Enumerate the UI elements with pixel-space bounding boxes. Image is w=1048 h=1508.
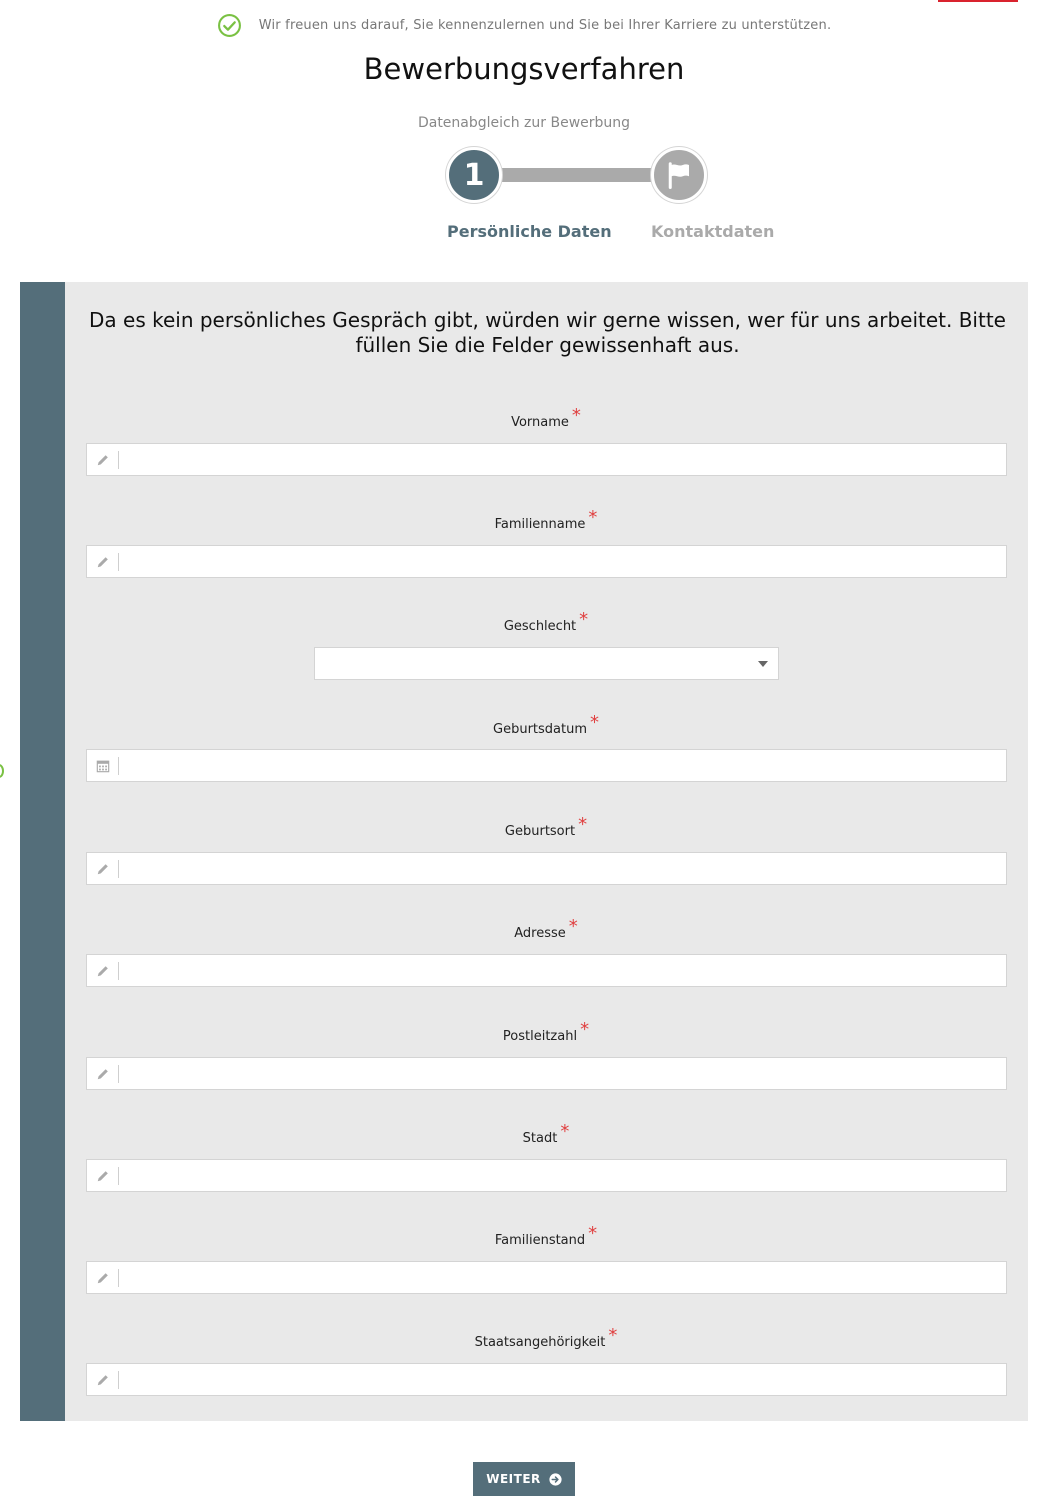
stepper-progress-bar — [495, 168, 660, 182]
adresse-label: Adresse * — [514, 916, 578, 941]
geschlecht-select[interactable] — [314, 647, 779, 680]
welcome-text: Wir freuen uns darauf, Sie kennenzulernen und Sie bei Ihrer Karriere zu unterstützen. — [258, 17, 832, 33]
step-1-label: Persönliche Daten — [447, 222, 612, 241]
page-title: Bewerbungsverfahren — [363, 52, 685, 86]
pencil-icon — [96, 453, 110, 467]
next-button-label: WEITER — [486, 1472, 541, 1486]
stadt-input[interactable] — [86, 1159, 1007, 1192]
application-form — [20, 282, 1028, 1421]
adresse-input[interactable] — [86, 954, 1007, 987]
step-2-label: Kontaktdaten — [651, 222, 775, 241]
geburtsort-label: Geburtsort * — [504, 814, 588, 839]
chevron-down-icon — [758, 661, 768, 667]
geburtsdatum-input[interactable] — [86, 749, 1007, 782]
pencil-icon — [96, 862, 110, 876]
staatsangehoerigkeit-input[interactable] — [86, 1363, 1007, 1396]
welcome-banner — [0, 12, 1048, 38]
next-button[interactable] — [473, 1462, 575, 1496]
arrow-circle-right-icon — [549, 1473, 562, 1486]
side-indicator — [0, 764, 4, 778]
pencil-icon — [96, 964, 110, 978]
pencil-icon — [96, 1271, 110, 1285]
geburtsdatum-label: Geburtsdatum * — [493, 712, 599, 737]
step-2-indicator[interactable] — [651, 147, 707, 203]
postleitzahl-input[interactable] — [86, 1057, 1007, 1090]
vorname-input[interactable] — [86, 443, 1007, 476]
pencil-icon — [96, 555, 110, 569]
flag-icon — [664, 160, 694, 190]
form-intro: Da es kein persönliches Gespräch gibt, würden wir gerne wissen, wer für uns arbeitet. Bitte füllen Sie die Felder gewissenhaft aus. — [89, 308, 1006, 357]
pencil-icon — [96, 1169, 110, 1183]
familienstand-input[interactable] — [86, 1261, 1007, 1294]
form-accent-bar — [20, 282, 65, 1421]
stepper-caption: Datenabgleich zur Bewerbung — [417, 115, 631, 131]
geburtsort-input[interactable] — [86, 852, 1007, 885]
postleitzahl-label: Postleitzahl * — [502, 1019, 590, 1044]
step-1-indicator[interactable] — [446, 147, 502, 203]
check-circle-icon — [217, 13, 242, 38]
familienname-label: Familienname * — [494, 507, 598, 532]
stadt-label: Stadt * — [522, 1121, 570, 1146]
step-1-number: 1 — [463, 157, 485, 193]
calendar-icon — [96, 759, 110, 773]
pencil-icon — [96, 1373, 110, 1387]
top-accent-line — [938, 0, 1018, 2]
staatsangehoerigkeit-label: Staatsangehörigkeit * — [474, 1325, 618, 1350]
vorname-label: Vorname * — [511, 405, 581, 430]
familienstand-label: Familienstand * — [494, 1223, 598, 1248]
geschlecht-label: Geschlecht * — [503, 609, 589, 634]
pencil-icon — [96, 1067, 110, 1081]
familienname-input[interactable] — [86, 545, 1007, 578]
